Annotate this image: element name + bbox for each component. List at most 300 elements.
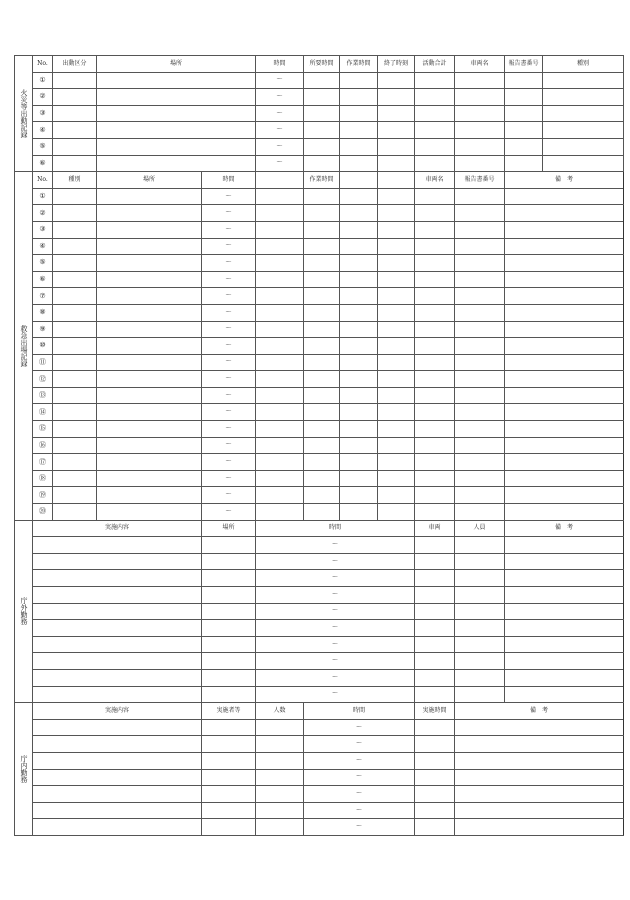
rescue-place-cell[interactable]	[97, 238, 202, 255]
fire-data-cell[interactable]	[543, 89, 624, 106]
inside-duration-cell[interactable]	[415, 769, 455, 786]
rescue-data-cell[interactable]	[415, 304, 455, 321]
rescue-data-cell[interactable]	[378, 255, 415, 272]
rescue-type-cell[interactable]	[53, 421, 97, 438]
rescue-time-cell[interactable]: ～	[202, 421, 256, 438]
rescue-data-cell[interactable]	[304, 338, 340, 355]
rescue-data-cell[interactable]	[340, 470, 378, 487]
fire-data-cell[interactable]	[455, 89, 505, 106]
inside-time-cell[interactable]: ～	[304, 802, 415, 819]
rescue-notes-cell[interactable]	[505, 338, 624, 355]
fire-time-cell[interactable]: ～	[256, 89, 304, 106]
inside-performer-cell[interactable]	[202, 736, 256, 753]
outside-vehicle-cell[interactable]	[415, 587, 455, 604]
fire-data-cell[interactable]	[304, 89, 340, 106]
rescue-time-cell[interactable]: ～	[202, 321, 256, 338]
rescue-data-cell[interactable]	[415, 321, 455, 338]
inside-notes-cell[interactable]	[455, 802, 624, 819]
inside-notes-cell[interactable]	[455, 752, 624, 769]
rescue-data-cell[interactable]	[304, 271, 340, 288]
outside-time-cell[interactable]: ～	[256, 653, 415, 670]
rescue-notes-cell[interactable]	[505, 404, 624, 421]
rescue-data-cell[interactable]	[378, 487, 415, 504]
rescue-time-cell[interactable]: ～	[202, 188, 256, 205]
rescue-data-cell[interactable]	[304, 437, 340, 454]
rescue-type-cell[interactable]	[53, 387, 97, 404]
fire-data-cell[interactable]	[340, 105, 378, 122]
inside-performer-cell[interactable]	[202, 802, 256, 819]
fire-data-cell[interactable]	[415, 72, 455, 89]
rescue-data-cell[interactable]	[340, 188, 378, 205]
rescue-type-cell[interactable]	[53, 221, 97, 238]
outside-place-cell[interactable]	[202, 570, 256, 587]
inside-time-cell[interactable]: ～	[304, 786, 415, 803]
rescue-data-cell[interactable]	[304, 304, 340, 321]
rescue-data-cell[interactable]	[415, 255, 455, 272]
rescue-time-cell[interactable]: ～	[202, 205, 256, 222]
rescue-place-cell[interactable]	[97, 487, 202, 504]
rescue-data-cell[interactable]	[415, 221, 455, 238]
inside-time-cell[interactable]: ～	[304, 719, 415, 736]
rescue-type-cell[interactable]	[53, 338, 97, 355]
fire-dispatch-type-cell[interactable]	[53, 138, 97, 155]
outside-notes-cell[interactable]	[505, 686, 624, 703]
rescue-data-cell[interactable]	[340, 387, 378, 404]
rescue-data-cell[interactable]	[378, 454, 415, 471]
inside-notes-cell[interactable]	[455, 719, 624, 736]
rescue-notes-cell[interactable]	[505, 354, 624, 371]
fire-data-cell[interactable]	[304, 155, 340, 172]
outside-vehicle-cell[interactable]	[415, 553, 455, 570]
rescue-data-cell[interactable]	[256, 288, 304, 305]
fire-time-cell[interactable]: ～	[256, 155, 304, 172]
rescue-data-cell[interactable]	[340, 454, 378, 471]
outside-vehicle-cell[interactable]	[415, 537, 455, 554]
rescue-type-cell[interactable]	[53, 205, 97, 222]
rescue-data-cell[interactable]	[378, 404, 415, 421]
outside-notes-cell[interactable]	[505, 587, 624, 604]
inside-count-cell[interactable]	[256, 802, 304, 819]
rescue-data-cell[interactable]	[455, 205, 505, 222]
rescue-data-cell[interactable]	[415, 354, 455, 371]
outside-content-cell[interactable]	[33, 537, 202, 554]
outside-notes-cell[interactable]	[505, 636, 624, 653]
rescue-data-cell[interactable]	[256, 188, 304, 205]
inside-notes-cell[interactable]	[455, 786, 624, 803]
inside-notes-cell[interactable]	[455, 819, 624, 836]
rescue-place-cell[interactable]	[97, 470, 202, 487]
fire-data-cell[interactable]	[543, 155, 624, 172]
outside-place-cell[interactable]	[202, 603, 256, 620]
rescue-place-cell[interactable]	[97, 255, 202, 272]
outside-time-cell[interactable]: ～	[256, 553, 415, 570]
rescue-data-cell[interactable]	[415, 188, 455, 205]
rescue-data-cell[interactable]	[455, 487, 505, 504]
fire-data-cell[interactable]	[304, 138, 340, 155]
fire-dispatch-type-cell[interactable]	[53, 89, 97, 106]
outside-vehicle-cell[interactable]	[415, 620, 455, 637]
rescue-type-cell[interactable]	[53, 188, 97, 205]
rescue-time-cell[interactable]: ～	[202, 504, 256, 521]
rescue-data-cell[interactable]	[304, 404, 340, 421]
rescue-data-cell[interactable]	[304, 470, 340, 487]
outside-vehicle-cell[interactable]	[415, 669, 455, 686]
rescue-type-cell[interactable]	[53, 371, 97, 388]
rescue-data-cell[interactable]	[256, 238, 304, 255]
rescue-data-cell[interactable]	[378, 371, 415, 388]
rescue-data-cell[interactable]	[455, 321, 505, 338]
rescue-data-cell[interactable]	[455, 354, 505, 371]
fire-data-cell[interactable]	[543, 122, 624, 139]
rescue-place-cell[interactable]	[97, 288, 202, 305]
rescue-type-cell[interactable]	[53, 354, 97, 371]
outside-staff-cell[interactable]	[455, 553, 505, 570]
inside-content-cell[interactable]	[33, 802, 202, 819]
rescue-notes-cell[interactable]	[505, 288, 624, 305]
rescue-data-cell[interactable]	[256, 504, 304, 521]
fire-data-cell[interactable]	[505, 155, 543, 172]
rescue-notes-cell[interactable]	[505, 271, 624, 288]
fire-data-cell[interactable]	[505, 89, 543, 106]
rescue-data-cell[interactable]	[455, 271, 505, 288]
inside-content-cell[interactable]	[33, 819, 202, 836]
outside-notes-cell[interactable]	[505, 537, 624, 554]
rescue-data-cell[interactable]	[340, 354, 378, 371]
fire-data-cell[interactable]	[378, 155, 415, 172]
outside-time-cell[interactable]: ～	[256, 686, 415, 703]
outside-place-cell[interactable]	[202, 669, 256, 686]
rescue-data-cell[interactable]	[256, 387, 304, 404]
fire-data-cell[interactable]	[505, 72, 543, 89]
rescue-data-cell[interactable]	[304, 238, 340, 255]
fire-data-cell[interactable]	[415, 105, 455, 122]
rescue-data-cell[interactable]	[415, 338, 455, 355]
rescue-notes-cell[interactable]	[505, 454, 624, 471]
inside-content-cell[interactable]	[33, 769, 202, 786]
rescue-place-cell[interactable]	[97, 421, 202, 438]
outside-place-cell[interactable]	[202, 653, 256, 670]
rescue-notes-cell[interactable]	[505, 487, 624, 504]
rescue-data-cell[interactable]	[304, 487, 340, 504]
rescue-data-cell[interactable]	[256, 221, 304, 238]
fire-data-cell[interactable]	[340, 72, 378, 89]
fire-dispatch-type-cell[interactable]	[53, 72, 97, 89]
outside-notes-cell[interactable]	[505, 553, 624, 570]
rescue-data-cell[interactable]	[378, 221, 415, 238]
inside-notes-cell[interactable]	[455, 769, 624, 786]
rescue-type-cell[interactable]	[53, 304, 97, 321]
rescue-data-cell[interactable]	[455, 421, 505, 438]
outside-notes-cell[interactable]	[505, 669, 624, 686]
rescue-type-cell[interactable]	[53, 255, 97, 272]
rescue-data-cell[interactable]	[304, 188, 340, 205]
fire-data-cell[interactable]	[415, 155, 455, 172]
outside-content-cell[interactable]	[33, 686, 202, 703]
outside-time-cell[interactable]: ～	[256, 636, 415, 653]
rescue-time-cell[interactable]: ～	[202, 238, 256, 255]
rescue-data-cell[interactable]	[340, 487, 378, 504]
rescue-data-cell[interactable]	[256, 454, 304, 471]
rescue-data-cell[interactable]	[378, 321, 415, 338]
inside-duration-cell[interactable]	[415, 736, 455, 753]
outside-content-cell[interactable]	[33, 653, 202, 670]
fire-data-cell[interactable]	[340, 138, 378, 155]
outside-vehicle-cell[interactable]	[415, 653, 455, 670]
outside-staff-cell[interactable]	[455, 669, 505, 686]
rescue-data-cell[interactable]	[455, 238, 505, 255]
rescue-notes-cell[interactable]	[505, 387, 624, 404]
rescue-data-cell[interactable]	[256, 487, 304, 504]
rescue-data-cell[interactable]	[415, 371, 455, 388]
rescue-data-cell[interactable]	[304, 354, 340, 371]
rescue-type-cell[interactable]	[53, 504, 97, 521]
fire-data-cell[interactable]	[415, 89, 455, 106]
rescue-data-cell[interactable]	[455, 387, 505, 404]
outside-time-cell[interactable]: ～	[256, 620, 415, 637]
rescue-data-cell[interactable]	[304, 454, 340, 471]
rescue-place-cell[interactable]	[97, 354, 202, 371]
rescue-type-cell[interactable]	[53, 437, 97, 454]
fire-data-cell[interactable]	[505, 122, 543, 139]
outside-content-cell[interactable]	[33, 603, 202, 620]
rescue-place-cell[interactable]	[97, 221, 202, 238]
rescue-data-cell[interactable]	[304, 371, 340, 388]
rescue-data-cell[interactable]	[304, 255, 340, 272]
rescue-time-cell[interactable]: ～	[202, 354, 256, 371]
rescue-data-cell[interactable]	[256, 205, 304, 222]
fire-time-cell[interactable]: ～	[256, 105, 304, 122]
fire-data-cell[interactable]	[505, 138, 543, 155]
inside-performer-cell[interactable]	[202, 769, 256, 786]
rescue-data-cell[interactable]	[304, 288, 340, 305]
fire-data-cell[interactable]	[415, 122, 455, 139]
inside-count-cell[interactable]	[256, 819, 304, 836]
rescue-data-cell[interactable]	[415, 470, 455, 487]
rescue-data-cell[interactable]	[455, 188, 505, 205]
fire-data-cell[interactable]	[378, 138, 415, 155]
outside-place-cell[interactable]	[202, 553, 256, 570]
rescue-data-cell[interactable]	[256, 255, 304, 272]
rescue-notes-cell[interactable]	[505, 205, 624, 222]
rescue-data-cell[interactable]	[455, 404, 505, 421]
fire-data-cell[interactable]	[455, 122, 505, 139]
rescue-data-cell[interactable]	[415, 271, 455, 288]
rescue-data-cell[interactable]	[256, 421, 304, 438]
outside-staff-cell[interactable]	[455, 686, 505, 703]
outside-content-cell[interactable]	[33, 553, 202, 570]
outside-time-cell[interactable]: ～	[256, 603, 415, 620]
outside-staff-cell[interactable]	[455, 636, 505, 653]
rescue-data-cell[interactable]	[455, 304, 505, 321]
outside-staff-cell[interactable]	[455, 570, 505, 587]
outside-place-cell[interactable]	[202, 620, 256, 637]
rescue-data-cell[interactable]	[378, 338, 415, 355]
rescue-place-cell[interactable]	[97, 321, 202, 338]
rescue-data-cell[interactable]	[340, 421, 378, 438]
rescue-data-cell[interactable]	[378, 421, 415, 438]
rescue-place-cell[interactable]	[97, 371, 202, 388]
inside-duration-cell[interactable]	[415, 802, 455, 819]
rescue-data-cell[interactable]	[256, 271, 304, 288]
rescue-data-cell[interactable]	[340, 205, 378, 222]
rescue-data-cell[interactable]	[304, 421, 340, 438]
inside-content-cell[interactable]	[33, 736, 202, 753]
rescue-data-cell[interactable]	[340, 371, 378, 388]
rescue-time-cell[interactable]: ～	[202, 255, 256, 272]
fire-data-cell[interactable]	[455, 138, 505, 155]
rescue-data-cell[interactable]	[340, 288, 378, 305]
rescue-notes-cell[interactable]	[505, 221, 624, 238]
rescue-place-cell[interactable]	[97, 304, 202, 321]
rescue-time-cell[interactable]: ～	[202, 271, 256, 288]
rescue-data-cell[interactable]	[304, 387, 340, 404]
fire-place-cell[interactable]	[97, 155, 256, 172]
inside-duration-cell[interactable]	[415, 819, 455, 836]
inside-notes-cell[interactable]	[455, 736, 624, 753]
rescue-type-cell[interactable]	[53, 288, 97, 305]
rescue-type-cell[interactable]	[53, 454, 97, 471]
rescue-data-cell[interactable]	[304, 504, 340, 521]
fire-data-cell[interactable]	[543, 138, 624, 155]
rescue-notes-cell[interactable]	[505, 504, 624, 521]
fire-place-cell[interactable]	[97, 138, 256, 155]
outside-content-cell[interactable]	[33, 570, 202, 587]
rescue-type-cell[interactable]	[53, 321, 97, 338]
outside-vehicle-cell[interactable]	[415, 603, 455, 620]
outside-staff-cell[interactable]	[455, 587, 505, 604]
rescue-data-cell[interactable]	[340, 238, 378, 255]
inside-performer-cell[interactable]	[202, 752, 256, 769]
rescue-time-cell[interactable]: ～	[202, 454, 256, 471]
rescue-data-cell[interactable]	[378, 271, 415, 288]
rescue-data-cell[interactable]	[256, 321, 304, 338]
fire-data-cell[interactable]	[455, 105, 505, 122]
fire-data-cell[interactable]	[378, 122, 415, 139]
inside-duration-cell[interactable]	[415, 719, 455, 736]
fire-time-cell[interactable]: ～	[256, 122, 304, 139]
rescue-data-cell[interactable]	[455, 338, 505, 355]
rescue-data-cell[interactable]	[256, 437, 304, 454]
outside-notes-cell[interactable]	[505, 570, 624, 587]
rescue-data-cell[interactable]	[455, 437, 505, 454]
inside-content-cell[interactable]	[33, 719, 202, 736]
rescue-notes-cell[interactable]	[505, 437, 624, 454]
rescue-data-cell[interactable]	[378, 437, 415, 454]
rescue-place-cell[interactable]	[97, 404, 202, 421]
rescue-data-cell[interactable]	[378, 504, 415, 521]
rescue-data-cell[interactable]	[304, 205, 340, 222]
inside-count-cell[interactable]	[256, 769, 304, 786]
rescue-data-cell[interactable]	[256, 354, 304, 371]
rescue-data-cell[interactable]	[340, 504, 378, 521]
fire-data-cell[interactable]	[378, 72, 415, 89]
rescue-data-cell[interactable]	[304, 221, 340, 238]
rescue-type-cell[interactable]	[53, 487, 97, 504]
inside-time-cell[interactable]: ～	[304, 769, 415, 786]
rescue-type-cell[interactable]	[53, 238, 97, 255]
rescue-notes-cell[interactable]	[505, 188, 624, 205]
rescue-time-cell[interactable]: ～	[202, 288, 256, 305]
outside-time-cell[interactable]: ～	[256, 570, 415, 587]
fire-data-cell[interactable]	[304, 72, 340, 89]
rescue-data-cell[interactable]	[256, 371, 304, 388]
inside-content-cell[interactable]	[33, 752, 202, 769]
fire-data-cell[interactable]	[505, 105, 543, 122]
fire-data-cell[interactable]	[340, 122, 378, 139]
rescue-notes-cell[interactable]	[505, 421, 624, 438]
rescue-data-cell[interactable]	[256, 404, 304, 421]
fire-dispatch-type-cell[interactable]	[53, 105, 97, 122]
inside-duration-cell[interactable]	[415, 752, 455, 769]
rescue-type-cell[interactable]	[53, 271, 97, 288]
rescue-data-cell[interactable]	[378, 188, 415, 205]
rescue-notes-cell[interactable]	[505, 371, 624, 388]
outside-place-cell[interactable]	[202, 537, 256, 554]
outside-time-cell[interactable]: ～	[256, 537, 415, 554]
fire-data-cell[interactable]	[378, 89, 415, 106]
rescue-time-cell[interactable]: ～	[202, 387, 256, 404]
rescue-notes-cell[interactable]	[505, 238, 624, 255]
rescue-time-cell[interactable]: ～	[202, 404, 256, 421]
outside-place-cell[interactable]	[202, 636, 256, 653]
rescue-data-cell[interactable]	[340, 437, 378, 454]
fire-data-cell[interactable]	[340, 89, 378, 106]
fire-place-cell[interactable]	[97, 89, 256, 106]
rescue-data-cell[interactable]	[455, 288, 505, 305]
rescue-data-cell[interactable]	[340, 404, 378, 421]
fire-data-cell[interactable]	[455, 72, 505, 89]
fire-place-cell[interactable]	[97, 105, 256, 122]
rescue-data-cell[interactable]	[378, 288, 415, 305]
fire-place-cell[interactable]	[97, 122, 256, 139]
rescue-place-cell[interactable]	[97, 205, 202, 222]
rescue-place-cell[interactable]	[97, 454, 202, 471]
fire-data-cell[interactable]	[378, 105, 415, 122]
outside-vehicle-cell[interactable]	[415, 636, 455, 653]
rescue-time-cell[interactable]: ～	[202, 304, 256, 321]
outside-staff-cell[interactable]	[455, 537, 505, 554]
rescue-data-cell[interactable]	[340, 221, 378, 238]
outside-content-cell[interactable]	[33, 587, 202, 604]
fire-data-cell[interactable]	[340, 155, 378, 172]
fire-time-cell[interactable]: ～	[256, 138, 304, 155]
rescue-data-cell[interactable]	[415, 205, 455, 222]
rescue-type-cell[interactable]	[53, 470, 97, 487]
inside-content-cell[interactable]	[33, 786, 202, 803]
rescue-data-cell[interactable]	[340, 255, 378, 272]
inside-count-cell[interactable]	[256, 786, 304, 803]
rescue-data-cell[interactable]	[415, 504, 455, 521]
outside-time-cell[interactable]: ～	[256, 669, 415, 686]
rescue-data-cell[interactable]	[455, 221, 505, 238]
fire-data-cell[interactable]	[543, 105, 624, 122]
rescue-type-cell[interactable]	[53, 404, 97, 421]
rescue-data-cell[interactable]	[378, 470, 415, 487]
rescue-place-cell[interactable]	[97, 504, 202, 521]
inside-time-cell[interactable]: ～	[304, 752, 415, 769]
rescue-data-cell[interactable]	[415, 288, 455, 305]
rescue-data-cell[interactable]	[455, 454, 505, 471]
fire-time-cell[interactable]: ～	[256, 72, 304, 89]
inside-count-cell[interactable]	[256, 736, 304, 753]
rescue-data-cell[interactable]	[378, 205, 415, 222]
rescue-notes-cell[interactable]	[505, 255, 624, 272]
rescue-data-cell[interactable]	[455, 255, 505, 272]
outside-vehicle-cell[interactable]	[415, 686, 455, 703]
rescue-time-cell[interactable]: ～	[202, 221, 256, 238]
rescue-data-cell[interactable]	[455, 371, 505, 388]
rescue-time-cell[interactable]: ～	[202, 371, 256, 388]
